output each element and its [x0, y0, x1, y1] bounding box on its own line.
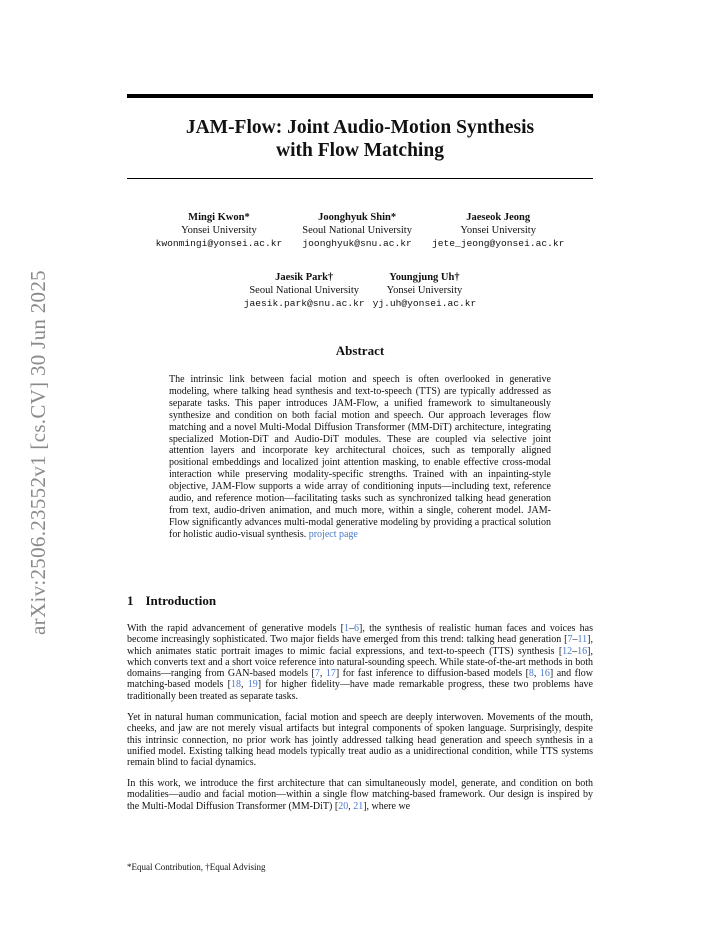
paragraph-text: ], where we — [363, 800, 411, 812]
intro-paragraph-2: Yet in natural human communication, facial motion and speech are deeply interwoven. Movements of the mouth, cheeks, and jaw are not merely visual artifacts but integral components of spoken language. Surprisingly, despite this intrinsic connection, no prior work has jointly addressed talking head generation and speech synthesis in a unified model. Existing talking head models typically treat audio as a unidirectional condition, while TTS systems remain blind to facial dynamics. — [127, 712, 593, 769]
paragraph-text: – — [572, 634, 578, 646]
author-affiliation: Yonsei University — [460, 225, 536, 236]
arxiv-id-text: arXiv:2506.23552v1 [cs.CV] 30 Jun 2025 — [25, 269, 50, 635]
abstract-text: The intrinsic link between facial motion and speech is often overlooked in generative modeling, where talking head synthesis and text-to-speech (TTS) are typically addressed as separate tasks. This paper introduces JAM-Flow, a unified framework to simultaneously synthesize and condition on both facial motion and speech. Our approach leverages flow matching and a novel Multi-Modal Diffusion Transformer (MM-DiT) architecture, integrating specialized Motion-DiT and Audio-DiT modules. These are coupled via selective joint attention layers and incorporate key architectural choices, such as temporally aligned positional embeddings and localized joint attention masking, to enable effective cross-modal interaction while preserving modality-specific strengths. Trained with an inpainting-style objective, JAM-Flow supports a wide array of conditioning inputs—including text, reference audio, and reference motion—facilitating tasks such as synchronized talking head generation from text, audio-driven animation, and much more, within a single, coherent model. JAM-Flow significantly advances multi-modal generative modeling by providing a practical solution for holistic audio-visual synthesis. — [169, 374, 551, 540]
paragraph-text: ], which converts text and a short voice reference into natural-sounding speech. While state-of-the-art methods in both domains—ranging from GAN-based models [ — [127, 645, 593, 680]
citation-link[interactable]: 1 — [344, 623, 350, 634]
citation-link[interactable]: 16 — [539, 668, 550, 680]
citation-link[interactable]: 18 — [231, 679, 241, 691]
author-email[interactable]: yj.uh@yonsei.ac.kr — [372, 298, 477, 309]
title-line-2: with Flow Matching — [276, 140, 444, 161]
citation-link[interactable]: 17 — [325, 668, 336, 680]
author-email[interactable]: kwonmingi@yonsei.ac.kr — [155, 238, 283, 249]
paragraph-text: ], which animates static portrait images to mimic facial expressions, and text-to-speech (TTS) synthesis [ — [127, 634, 593, 657]
citation-link[interactable]: 16 — [577, 645, 588, 657]
paragraph-text: , — [533, 668, 540, 680]
author-email[interactable]: jete_jeong@yonsei.ac.kr — [431, 238, 565, 249]
paragraph-text: , — [319, 668, 326, 680]
paragraph-text: , — [241, 679, 248, 691]
paper-title — [127, 116, 593, 162]
paragraph-text: In this work, we introduce the first architecture that can simultaneously model, generate, and condition on both modalities—audio and facial motion—within a single flow matching-based framework. Our design is inspired by the Multi-Modal Diffusion Transformer (MM-DiT) [ — [127, 778, 593, 812]
intro-paragraph-1 — [127, 623, 593, 702]
citation-link[interactable]: 6 — [354, 623, 360, 634]
author-name: Jaesik Park† — [275, 272, 334, 283]
citation-link[interactable]: 19 — [247, 679, 258, 691]
paragraph-text: – — [349, 623, 355, 634]
project-page-link[interactable]: project page — [308, 528, 358, 540]
section-heading — [127, 593, 216, 609]
author-affiliation: Seoul National University — [249, 285, 359, 296]
citation-link[interactable]: 20 — [338, 800, 349, 812]
paragraph-text: , — [348, 800, 354, 812]
author-row-1 — [127, 211, 593, 250]
intro-paragraph-3 — [127, 778, 593, 812]
paragraph-text: ] for fast inference to diffusion-based models [ — [335, 668, 529, 680]
footnote: *Equal Contribution, †Equal Advising — [127, 862, 266, 872]
author-block — [369, 271, 481, 310]
author-block — [298, 211, 416, 250]
author-affiliation: Yonsei University — [386, 285, 463, 296]
citation-link[interactable]: 11 — [577, 634, 588, 646]
author-block — [240, 271, 369, 310]
paragraph-text: ] for higher fidelity—have made remarkable progress, these two problems have traditionally been treated as separate tasks. — [127, 679, 593, 702]
title-bottom-rule — [127, 178, 593, 179]
section-title: Introduction — [145, 593, 217, 608]
author-block — [152, 211, 287, 250]
abstract-heading: Abstract — [335, 343, 385, 358]
title-top-rule — [127, 94, 593, 98]
citation-link[interactable]: 7 — [567, 634, 573, 646]
author-affiliation: Seoul National University — [302, 225, 412, 236]
paragraph-text: ], the synthesis of realistic human faces and voices has become increasingly sophisticated. Two major fields have emerged from this trend: talking head generation [ — [127, 623, 593, 646]
paragraph-text: – — [572, 645, 578, 657]
author-name: Youngjung Uh† — [389, 272, 460, 283]
author-name: Joonghyuk Shin* — [318, 212, 397, 223]
author-name: Mingi Kwon* — [188, 212, 250, 223]
citation-link[interactable]: 7 — [314, 668, 320, 680]
title-line-1: JAM-Flow: Joint Audio-Motion Synthesis — [185, 117, 535, 138]
author-row-2 — [127, 271, 593, 310]
author-affiliation: Yonsei University — [181, 225, 257, 236]
citation-link[interactable]: 8 — [528, 668, 534, 680]
abstract-body — [169, 374, 551, 541]
section-number: 1 — [127, 593, 134, 608]
citation-link[interactable]: 12 — [562, 645, 573, 657]
author-block — [428, 211, 568, 250]
paragraph-text: With the rapid advancement of generative models [ — [127, 623, 345, 634]
arxiv-identifier — [18, 262, 58, 642]
author-name: Jaeseok Jeong — [466, 212, 531, 223]
citation-link[interactable]: 21 — [353, 800, 364, 812]
author-email[interactable]: jaesik.park@snu.ac.kr — [243, 298, 365, 309]
author-email[interactable]: joonghyuk@snu.ac.kr — [302, 238, 412, 249]
paragraph-text: ] and flow matching-based models [ — [127, 668, 594, 691]
